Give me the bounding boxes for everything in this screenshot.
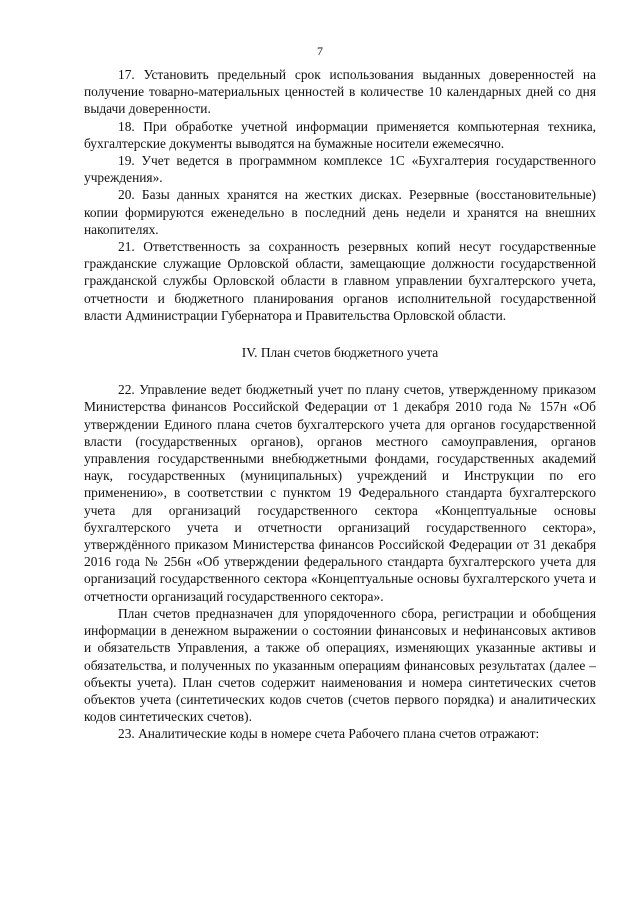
paragraph-18: 18. При обработке учетной информации применяется компьютерная техника, бухгалтерские документы выводятся на бумажные носители ежемесячно. <box>84 118 596 151</box>
paragraph-23: 23. Аналитические коды в номере счета Рабочего плана счетов отражают: <box>118 726 540 742</box>
paragraph-19: 19. Учет ведется в программном комплексе 1С «Бухгалтерия государственного учреждения». <box>84 153 596 186</box>
page-number: 7 <box>317 44 323 58</box>
document-body <box>84 66 596 743</box>
paragraph-17: 17. Установить предельный срок использования выданных доверенностей на получение товарно-материальных ценностей в количестве 10 календарных дней со дня выдачи доверенности. <box>84 67 596 117</box>
paragraph-22: 22. Управление ведет бюджетный учет по плану счетов, утвержденному приказом Министерства финансов Российской Федерации от 1 декабря 2010 года № 157н «Об утверждении Единого плана счетов бухгалтерского учета для органов государственной власти (государственных органов), органов местного самоуправления, органов управления государственными внебюджетными фондами, государственных академий наук, государственных (муниципальных) учреждений и Инструкции по его применению», в соответствии с пунктом 19 Федерального стандарта бухгалтерского учета для организаций государственного сектора «Концептуальные основы бухгалтерского учета и отчетности организаций государственного сектора», утверждённого приказом Министерства финансов Российской Федерации от 31 декабря 2016 года № 256н «Об утверждении федерального стандарта бухгалтерского учета для организаций государственного сектора «Концептуальные основы бухгалтерского учета и отчетности организаций государственного сектора». <box>84 382 596 604</box>
section-heading: IV. План счетов бюджетного учета <box>241 345 439 361</box>
paragraph-21: 21. Ответственность за сохранность резервных копий несут государственные гражданские служащие Орловской области, замещающие должности государственной гражданской службы Орловской области в главном управлении бухгалтерского учета, отчетности и бюджетного планирования органов исполнительной государственной власти Администрации Губернатора и Правительства Орловской области. <box>84 239 596 323</box>
paragraph-20: 20. Базы данных хранятся на жестких дисках. Резервные (восстановительные) копии формируются еженедельно в последний день недели и хранятся на внешних накопителях. <box>84 187 596 237</box>
paragraph-plan-description: План счетов предназначен для упорядоченного сбора, регистрации и обобщения информации в денежном выражении о состоянии финансовых и нефинансовых активов и обязательств Управления, а также об операциях, изменяющих указанные активы и обязательства, и полученных по указанным операциям финансовых результатах (далее – объекты учета). План счетов содержит наименования и номера синтетических счетов объектов учета (синтетических кодов счетов (счетов первого порядка) и аналитических кодов синтетических счетов). <box>84 605 596 725</box>
